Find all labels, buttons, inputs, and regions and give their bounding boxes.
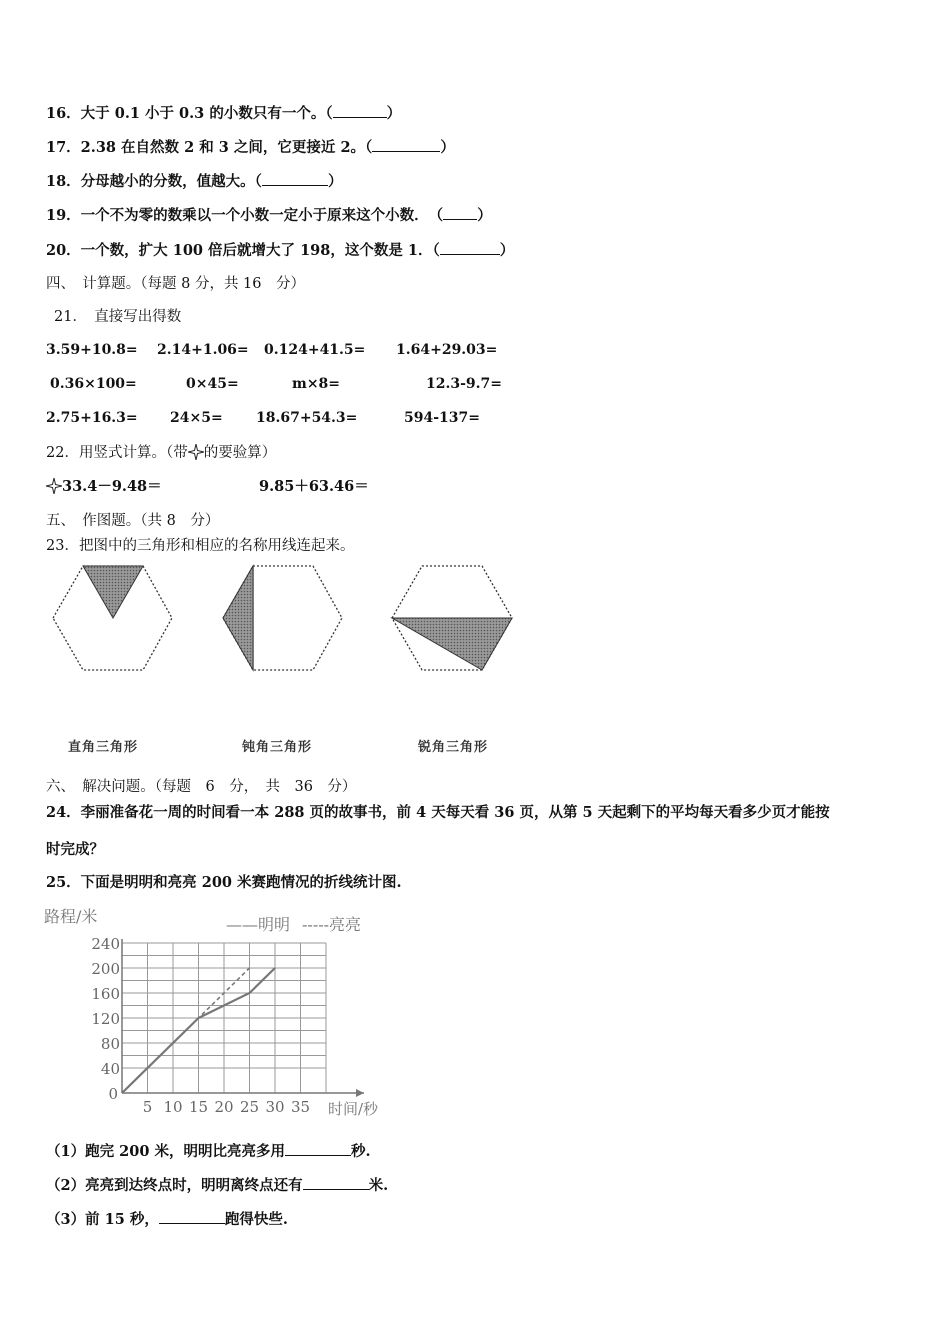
answer-blank[interactable] — [159, 1210, 225, 1224]
calc-item: 2.14+1.06= — [157, 342, 249, 358]
x-tick-label: 5 — [142, 1098, 153, 1116]
answer-blank[interactable] — [333, 104, 387, 118]
calc-item: 0.124+41.5= — [264, 342, 366, 358]
sub-question-3: （3）前 15 秒， 跑得快些. — [46, 1211, 288, 1228]
answer-blank[interactable] — [285, 1142, 351, 1156]
y-tick-label: 120 — [91, 1010, 120, 1028]
calc-item: 9.85＋63.46＝ — [259, 478, 369, 495]
calc-item: 1.64+29.03= — [396, 342, 498, 358]
y-tick-label: 200 — [91, 960, 120, 978]
x-tick-label: 15 — [188, 1098, 209, 1116]
x-axis-label: 时间/秒 — [328, 1100, 379, 1118]
question-24-cont: 时完成？ — [46, 841, 104, 858]
star-icon — [188, 444, 204, 460]
label-right-triangle[interactable]: 直角三角形 — [68, 740, 139, 755]
question-19: 19．一个不为零的数乘以一个小数一定小于原来这个小数． （ ） — [46, 207, 492, 224]
calc-item: 18.67+54.3= — [256, 410, 358, 426]
sub-question-2: （2）亮亮到达终点时，明明离终点还有 米. — [46, 1177, 389, 1194]
x-tick-label: 30 — [265, 1098, 285, 1116]
legend-liangliang: -----亮亮 — [302, 915, 362, 934]
star-icon — [46, 478, 62, 494]
x-tick-label: 10 — [163, 1098, 183, 1116]
question-17: 17．2.38 在自然数 2 和 3 之间，它更接近 2。（ ） — [46, 139, 455, 156]
calc-item: 2.75+16.3= — [46, 410, 138, 426]
answer-blank[interactable] — [372, 138, 440, 152]
calc-item: 33.4－9.48＝ — [62, 478, 162, 495]
calc-item: 12.3-9.7= — [426, 376, 502, 392]
section-4-heading: 四、 计算题。（每题 8 分，共 16 分） — [46, 276, 306, 292]
label-obtuse-triangle[interactable]: 钝角三角形 — [242, 740, 313, 755]
x-tick-label: 35 — [290, 1098, 311, 1116]
answer-blank[interactable] — [440, 241, 500, 255]
question-25: 25．下面是明明和亮亮 200 米赛跑情况的折线统计图. — [46, 874, 402, 891]
question-20: 20．一个数，扩大 100 倍后就增大了 198，这个数是 1．（ ） — [46, 242, 515, 259]
label-acute-triangle[interactable]: 锐角三角形 — [418, 740, 489, 755]
question-21: 21． 直接写出得数 — [54, 309, 182, 325]
legend-mingming: ——明明 — [226, 915, 291, 934]
calc-item: 0×45= — [186, 376, 239, 392]
hexagon-obtuse-triangle[interactable] — [223, 566, 342, 670]
calc-item: 3.59+10.8= — [46, 342, 138, 358]
question-22: 22．用竖式计算。（带 的要验算） — [46, 445, 277, 461]
calc-item: m×8= — [292, 376, 341, 392]
y-tick-label: 40 — [100, 1060, 120, 1078]
hexagon-right-triangle[interactable] — [53, 566, 172, 670]
chart-grid — [122, 943, 326, 1093]
calc-item: 24×5= — [170, 410, 223, 426]
y-tick-label: 0 — [108, 1085, 118, 1103]
y-tick-label: 240 — [91, 935, 120, 953]
answer-blank[interactable] — [443, 206, 477, 220]
question-23: 23．把图中的三角形和相应的名称用线连起来。 — [46, 538, 355, 554]
calc-item: 594-137= — [404, 410, 480, 426]
hexagon-acute-triangle[interactable] — [392, 566, 512, 670]
question-16: 16．大于 0.1 小于 0.3 的小数只有一个。（ ） — [46, 105, 402, 122]
answer-blank[interactable] — [303, 1176, 369, 1190]
question-22-items — [46, 478, 369, 496]
question-18: 18．分母越小的分数，值越大。（ ） — [46, 173, 343, 190]
sub-question-1: （1）跑完 200 米，明明比亮亮多用 秒. — [46, 1143, 371, 1160]
question-24: 24．李丽准备花一周的时间看一本 288 页的故事书，前 4 天每天看 36 页，从第 5 天起剩下的平均每天看多少页才能按 — [46, 804, 830, 821]
answer-blank[interactable] — [262, 172, 328, 186]
x-tick-label: 25 — [239, 1098, 260, 1116]
section-5-heading: 五、 作图题。（共 8 分） — [46, 513, 220, 529]
calc-item: 0.36×100= — [50, 376, 137, 392]
y-tick-label: 160 — [91, 985, 120, 1003]
y-tick-label: 80 — [100, 1035, 120, 1053]
chart-ticks — [91, 935, 310, 1116]
y-axis-label: 路程/米 — [44, 907, 98, 926]
section-6-heading: 六、 解决问题。（每题 6 分， 共 36 分） — [46, 779, 357, 795]
x-tick-label: 20 — [214, 1098, 234, 1116]
hexagon-figures — [0, 560, 560, 680]
line-chart — [40, 900, 420, 1125]
x-axis-arrow — [356, 1089, 364, 1097]
